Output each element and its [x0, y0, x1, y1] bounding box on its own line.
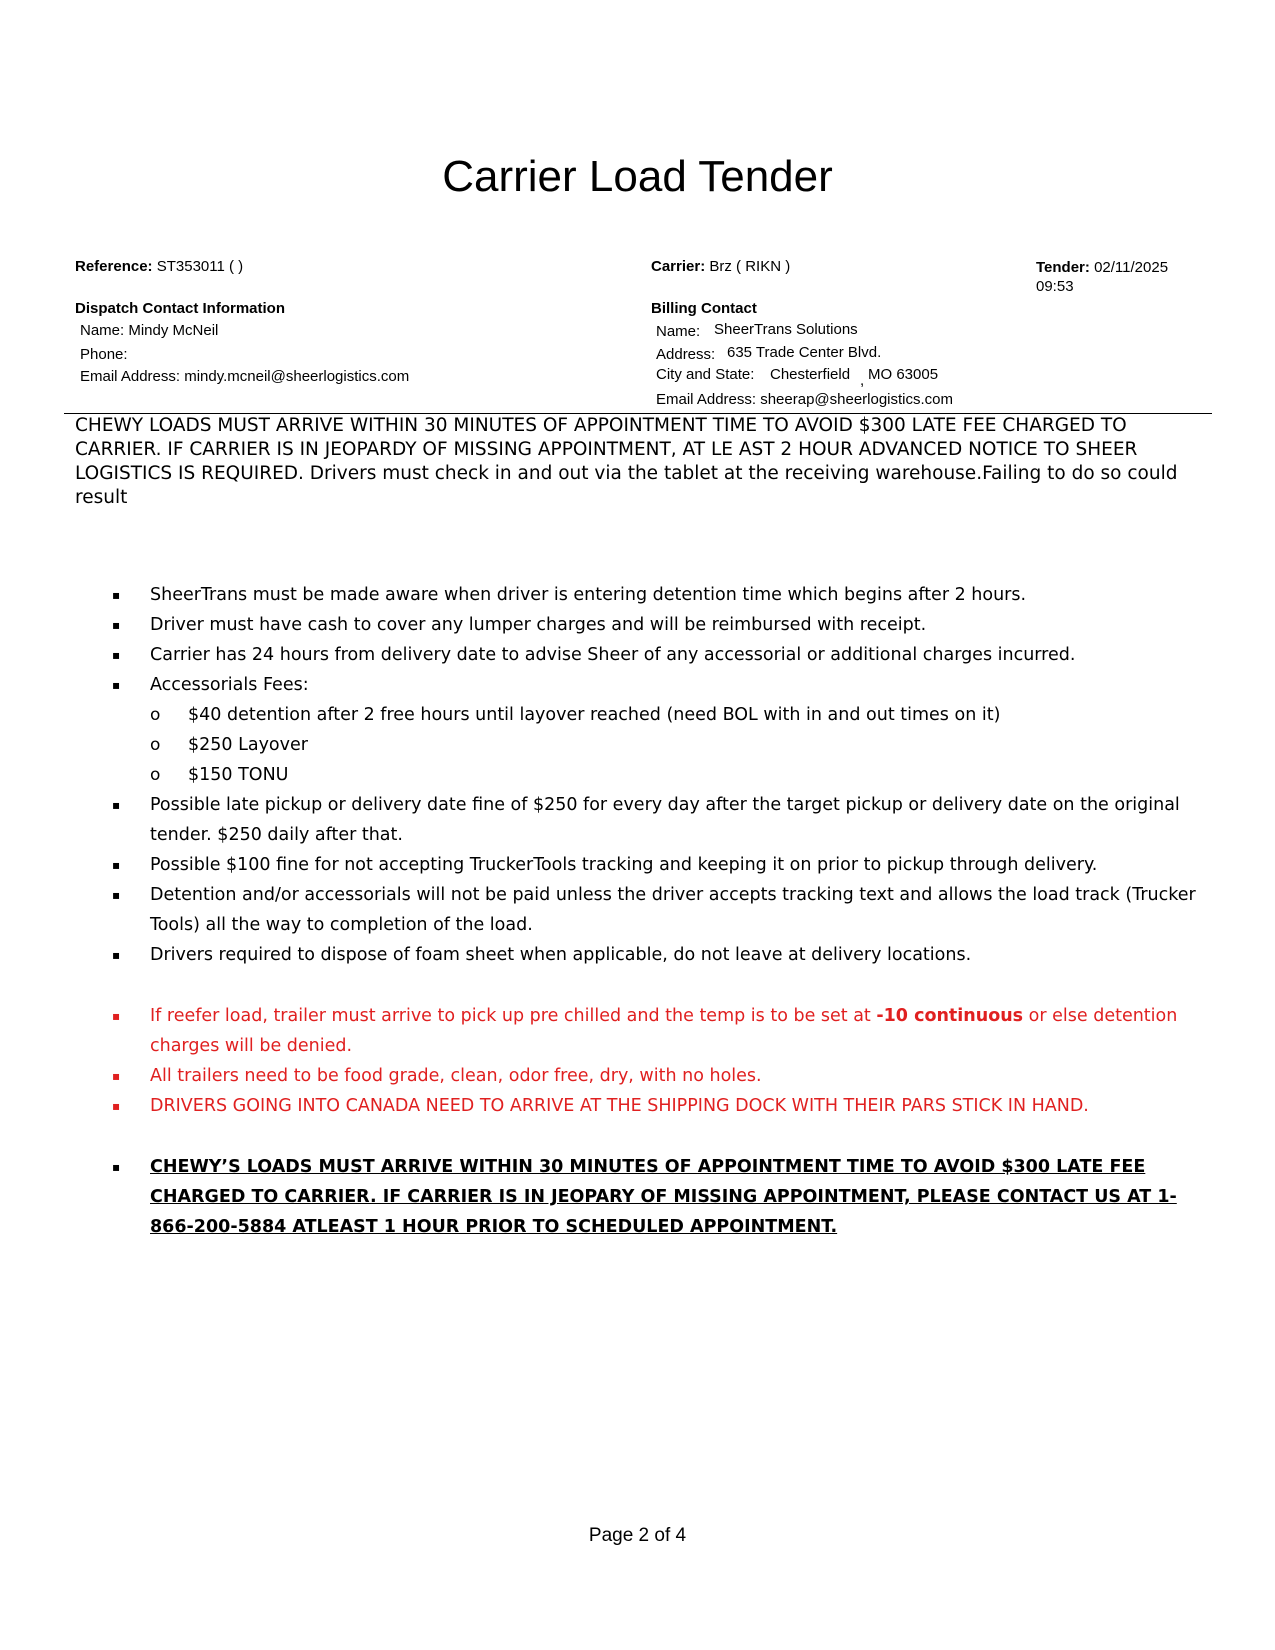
- dispatch-email: Email Address: mindy.mcneil@sheerlogistics.com: [80, 368, 410, 385]
- dispatch-heading: Dispatch Contact Information: [75, 300, 286, 317]
- square-bullet-icon: ▪: [112, 888, 121, 902]
- square-bullet-icon: ▪: [112, 1160, 121, 1174]
- list-item: ▪ Driver must have cash to cover any lumper charges and will be reimbursed with receipt.: [0, 610, 1275, 640]
- list-item-warning: ▪ If reefer load, trailer must arrive to pick up pre chilled and the temp is to be set at -10 continuous or else detention charges will be denied.: [0, 1001, 1275, 1061]
- sub-list-item: o $250 Layover: [0, 730, 1275, 760]
- square-bullet-icon: ▪: [112, 1009, 121, 1023]
- dispatch-phone: Phone:: [80, 346, 128, 363]
- square-bullet-icon: ▪: [112, 798, 121, 812]
- circle-bullet-icon: o: [150, 705, 161, 725]
- square-bullet-icon: ▪: [112, 1099, 121, 1113]
- page-title: Carrier Load Tender: [442, 152, 833, 201]
- billing-name-value: SheerTrans Solutions: [714, 321, 858, 338]
- square-bullet-icon: ▪: [112, 618, 121, 632]
- sub-list-item: o $40 detention after 2 free hours until layover reached (need BOL with in and out times on it): [0, 700, 1275, 730]
- list-item: ▪ Possible late pickup or delivery date fine of $250 for every day after the target pickup or delivery date on the original tender. $250 daily after that.: [0, 790, 1275, 850]
- square-bullet-icon: ▪: [112, 648, 121, 662]
- tender-label: Tender:: [1036, 259, 1090, 276]
- carrier-value: Brz ( RIKN ): [709, 258, 791, 275]
- list-item: ▪ Drivers required to dispose of foam sheet when applicable, do not leave at delivery locations.: [0, 940, 1275, 970]
- list-item: ▪ Accessorials Fees:: [0, 670, 1275, 700]
- carrier-field: [651, 258, 790, 275]
- billing-name-label: Name:: [656, 323, 701, 340]
- square-bullet-icon: ▪: [112, 948, 121, 962]
- list-item-warning: ▪ All trailers need to be food grade, clean, odor free, dry, with no holes.: [0, 1061, 1275, 1091]
- square-bullet-icon: ▪: [112, 1069, 121, 1083]
- list-item: ▪ Carrier has 24 hours from delivery date to advise Sheer of any accessorial or additional charges incurred.: [0, 640, 1275, 670]
- square-bullet-icon: ▪: [112, 678, 121, 692]
- tender-date: 02/11/2025: [1094, 259, 1169, 276]
- square-bullet-icon: ▪: [112, 858, 121, 872]
- billing-address-value: 635 Trade Center Blvd.: [727, 344, 882, 361]
- list-item-important: ▪ CHEWY’S LOADS MUST ARRIVE WITHIN 30 MINUTES OF APPOINTMENT TIME TO AVOID $300 LATE FEE CHARGED TO CARRIER. IF CARRIER IS IN JEOPARY OF MISSING APPOINTMENT, PLEASE CONTACT US AT 1-866-200-5884 ATLEAST 1 HOUR PRIOR TO SCHEDULED APPOINTMENT.: [0, 1152, 1275, 1242]
- carrier-label: Carrier:: [651, 258, 706, 275]
- sub-list-item: o $150 TONU: [0, 760, 1275, 790]
- list-item: ▪ SheerTrans must be made aware when driver is entering detention time which begins after 2 hours.: [0, 580, 1275, 610]
- billing-email: Email Address: sheerap@sheerlogistics.com: [656, 391, 954, 408]
- billing-city-value: Chesterfield: [770, 366, 851, 383]
- notice-text: CHEWY LOADS MUST ARRIVE WITHIN 30 MINUTES OF APPOINTMENT TIME TO AVOID $300 LATE FEE CHARGED TO CARRIER. IF CARRIER IS IN JEOPARDY OF MISSING APPOINTMENT, AT LE AST 2 HOUR ADVANCED NOTICE TO SHEER LOGISTICS IS REQUIRED. Drivers must check in and out via the tablet at the receiving warehouse.Failing to do so could result: [75, 415, 1178, 508]
- dispatch-name: Name: Mindy McNeil: [80, 322, 219, 339]
- list-item-warning: ▪ DRIVERS GOING INTO CANADA NEED TO ARRIVE AT THE SHIPPING DOCK WITH THEIR PARS STICK IN HAND.: [0, 1091, 1275, 1121]
- billing-city-label: City and State:: [656, 366, 755, 383]
- page-number: Page 2 of 4: [588, 1525, 687, 1546]
- reference-value: ST353011 ( ): [156, 258, 244, 275]
- reference-field: [75, 258, 243, 275]
- circle-bullet-icon: o: [150, 765, 161, 785]
- tender-field: [1036, 258, 1168, 296]
- billing-state-zip: MO 63005: [868, 366, 939, 383]
- terms-list: [0, 580, 1275, 1242]
- billing-heading: Billing Contact: [651, 300, 757, 317]
- circle-bullet-icon: o: [150, 735, 161, 755]
- billing-address-label: Address:: [656, 346, 716, 363]
- tender-time: 09:53: [1036, 278, 1074, 295]
- square-bullet-icon: ▪: [112, 588, 121, 602]
- list-item: ▪ Possible $100 fine for not accepting TruckerTools tracking and keeping it on prior to pickup through delivery.: [0, 850, 1275, 880]
- list-item: ▪ Detention and/or accessorials will not be paid unless the driver accepts tracking text and allows the load track (Trucker Tools) all the way to completion of the load.: [0, 880, 1275, 940]
- reference-label: Reference:: [75, 258, 153, 275]
- billing-city-comma: ,: [860, 372, 865, 389]
